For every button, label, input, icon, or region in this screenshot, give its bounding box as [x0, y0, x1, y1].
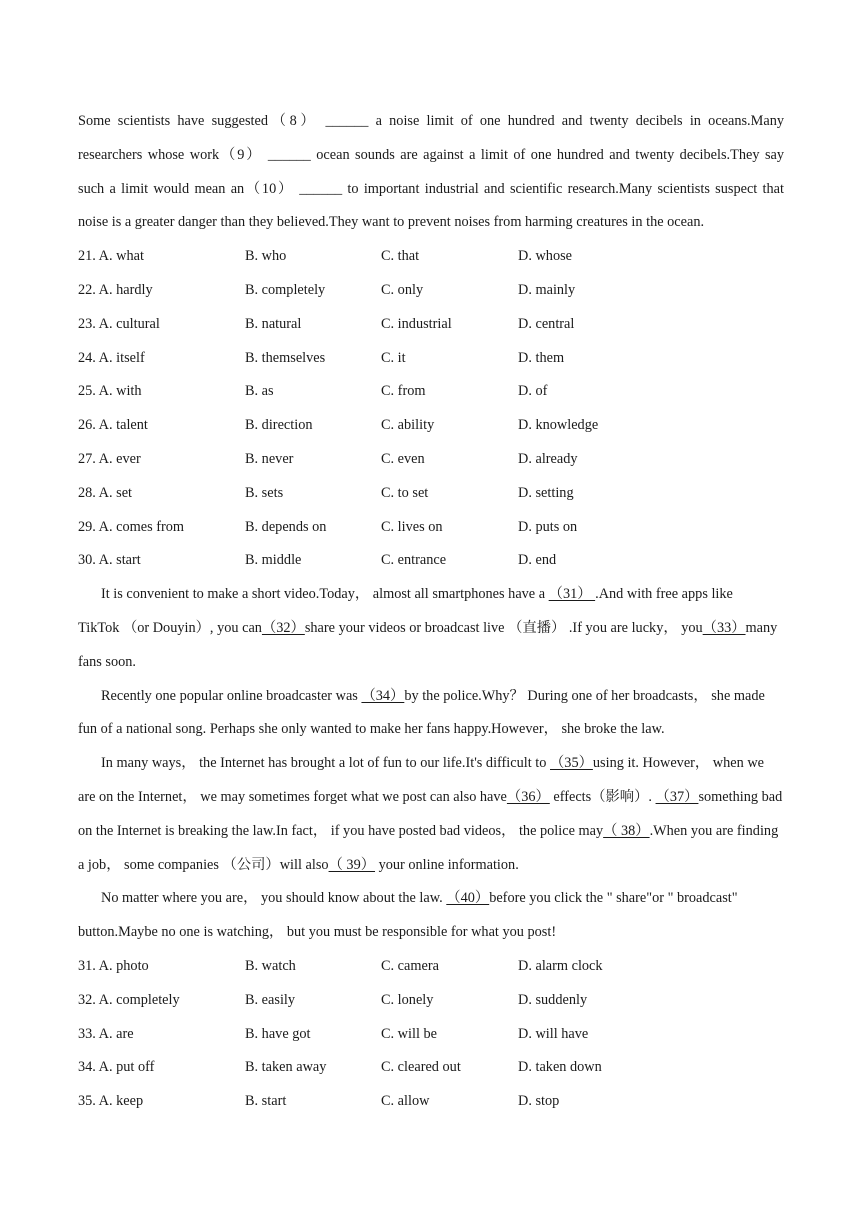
passage-paragraph: [78, 680, 784, 748]
passage-line: such a limit would mean an（10） ______ to important industrial and scientific research.Many scientists suspect that: [78, 180, 784, 197]
blank-33: （33）: [702, 619, 746, 636]
option-b: B. have got: [245, 1025, 311, 1042]
option-b: B. watch: [245, 957, 296, 974]
option-c: C. from: [381, 383, 426, 400]
blank-38: （ 38）: [603, 822, 650, 839]
option-a: 28. A. set: [78, 484, 133, 501]
option-d: D. taken down: [518, 1059, 602, 1076]
blank-35: （35）: [550, 755, 593, 772]
option-d: D. of: [518, 383, 548, 400]
option-d: D. setting: [518, 484, 574, 501]
question-row: [78, 950, 784, 984]
option-b: B. direction: [245, 417, 313, 434]
passage-line: [78, 612, 784, 646]
text-run: effects（影响）.: [549, 788, 656, 805]
text-run: No matter where you are， you should know about the law.: [101, 890, 447, 907]
question-row: [78, 308, 784, 342]
document-page: [78, 105, 784, 1119]
blank-32: （32）: [261, 619, 305, 636]
text-run: Recently one popular online broadcaster was: [101, 687, 362, 704]
option-a: 26. A. talent: [78, 417, 148, 434]
question-list: [78, 240, 784, 578]
option-d: D. end: [518, 552, 557, 569]
text-run: .And with free apps like: [595, 586, 733, 603]
question-row: [78, 544, 784, 578]
option-a: 21. A. what: [78, 248, 144, 265]
text-run: share your videos or broadcast live （直播） .If you are lucky， you: [304, 619, 703, 636]
option-b: B. as: [245, 383, 274, 400]
option-b: B. depends on: [245, 518, 327, 535]
option-d: D. suddenly: [518, 991, 588, 1008]
passage-paragraph: [78, 882, 784, 950]
text-run: It is convenient to make a short video.Today， almost all smartphones have a: [101, 586, 549, 603]
passage-line: fun of a national song. Perhaps she only wanted to make her fans happy.However， she broke the law.: [78, 721, 665, 738]
option-a: 23. A. cultural: [78, 315, 160, 332]
text-run: before you click the " share"or " broadcast": [489, 890, 738, 907]
option-a: 32. A. completely: [78, 991, 180, 1008]
option-c: C. will be: [381, 1025, 437, 1042]
question-list: [78, 950, 784, 1119]
passage-line: [78, 680, 784, 714]
blank-37: （37）: [655, 788, 699, 805]
option-a: 25. A. with: [78, 383, 142, 400]
option-b: B. taken away: [245, 1059, 327, 1076]
option-c: C. that: [381, 248, 420, 265]
option-b: B. sets: [245, 484, 284, 501]
passage-paragraph: [78, 105, 784, 240]
option-c: C. lives on: [381, 518, 443, 535]
passage-line: [78, 849, 784, 883]
passage-line: [78, 815, 784, 849]
passage-line: [78, 781, 784, 815]
blank-36: （36）: [506, 788, 550, 805]
option-b: B. natural: [245, 315, 302, 332]
option-a: 33. A. are: [78, 1025, 134, 1042]
option-c: C. entrance: [381, 552, 447, 569]
option-a: 35. A. keep: [78, 1093, 144, 1110]
text-run: TikTok （or Douyin）, you can: [78, 619, 262, 636]
option-d: D. will have: [518, 1025, 589, 1042]
question-row: [78, 1018, 784, 1052]
option-d: D. puts on: [518, 518, 578, 535]
blank-31: （31）: [548, 586, 596, 603]
option-a: 31. A. photo: [78, 957, 149, 974]
question-row: [78, 274, 784, 308]
passage-paragraph: [78, 578, 784, 679]
question-row: [78, 342, 784, 376]
text-run: by the police.Why？ During one of her broadcasts， she made: [404, 687, 765, 704]
question-row: [78, 375, 784, 409]
passage-line: noise is a greater danger than they believed.They want to prevent noises from harming creatures in the ocean.: [78, 214, 705, 231]
option-d: D. alarm clock: [518, 957, 603, 974]
option-d: D. already: [518, 450, 578, 467]
text-run: a job， some companies （公司）will also: [78, 856, 329, 873]
option-b: B. completely: [245, 281, 326, 298]
option-a: 34. A. put off: [78, 1059, 155, 1076]
option-c: C. ability: [381, 417, 435, 434]
question-row: [78, 1051, 784, 1085]
passage-line: button.Maybe no one is watching， but you must be responsible for what you post!: [78, 924, 557, 941]
question-row: [78, 1085, 784, 1119]
text-run: your online information.: [375, 856, 519, 873]
passage-line: Some scientists have suggested（8） ______ a noise limit of one hundred and twenty decibels in oceans.Many: [78, 113, 784, 129]
option-c: C. even: [381, 450, 425, 467]
text-run: on the Internet is breaking the law.In fact， if you have posted bad videos， the police may: [78, 822, 604, 839]
option-b: B. never: [245, 450, 294, 467]
option-c: C. it: [381, 349, 406, 366]
option-a: 24. A. itself: [78, 349, 145, 366]
option-a: 30. A. start: [78, 552, 141, 569]
option-c: C. to set: [381, 484, 429, 501]
passage-line: [78, 578, 784, 612]
option-b: B. start: [245, 1093, 287, 1110]
option-c: C. industrial: [381, 315, 452, 332]
option-d: D. whose: [518, 248, 573, 265]
option-b: B. who: [245, 248, 287, 265]
option-d: D. knowledge: [518, 417, 599, 434]
blank-39: （ 39）: [328, 856, 376, 873]
question-row: [78, 511, 784, 545]
text-run: are on the Internet， we may sometimes forget what we post can also have: [78, 788, 507, 805]
option-b: B. themselves: [245, 349, 326, 366]
option-c: C. allow: [381, 1093, 430, 1110]
option-d: D. central: [518, 315, 575, 332]
option-c: C. camera: [381, 957, 439, 974]
passage-line: [78, 882, 784, 916]
text-run: In many ways， the Internet has brought a lot of fun to our life.It's difficult to: [101, 755, 550, 772]
question-row: [78, 443, 784, 477]
option-d: D. mainly: [518, 281, 576, 298]
blank-40: （40）: [446, 890, 490, 907]
question-row: [78, 409, 784, 443]
passage-line: researchers whose work（9） ______ ocean sounds are against a limit of one hundred and twenty decibels.They say: [78, 146, 784, 163]
option-c: C. only: [381, 281, 424, 298]
option-d: D. stop: [518, 1093, 560, 1110]
option-b: B. easily: [245, 991, 296, 1008]
option-a: 29. A. comes from: [78, 518, 185, 535]
option-a: 22. A. hardly: [78, 281, 153, 298]
option-a: 27. A. ever: [78, 450, 141, 467]
option-c: C. cleared out: [381, 1059, 461, 1076]
text-run: something bad: [698, 788, 783, 805]
text-run: using it. However， when we: [592, 755, 765, 772]
blank-34: （34）: [361, 687, 405, 704]
question-row: [78, 984, 784, 1018]
option-d: D. them: [518, 349, 565, 366]
passage-line: [78, 747, 784, 781]
text-run: .When you are finding: [649, 822, 779, 839]
question-row: [78, 477, 784, 511]
question-row: [78, 240, 784, 274]
text-run: many: [745, 619, 778, 636]
option-c: C. lonely: [381, 991, 434, 1008]
passage-paragraph: [78, 747, 784, 882]
passage-line: fans soon.: [78, 653, 136, 670]
option-b: B. middle: [245, 552, 302, 569]
